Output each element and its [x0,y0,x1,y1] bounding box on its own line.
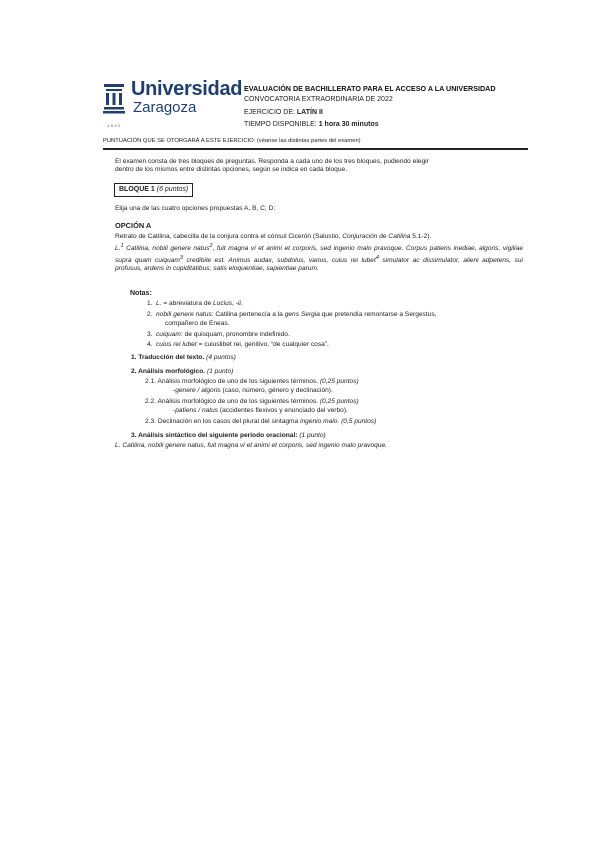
question-3 [131,432,326,440]
subquestion-2-2 [145,398,359,406]
question-1-points: (4 puntos) [206,354,236,361]
subquestion-term: ingenio malo. [300,418,340,425]
note-term: gens Sergia [284,311,320,318]
subquestion-detail: (accidentes flexivos y enunciado del verbo). [218,407,348,414]
note-ref-3: 3 [179,254,183,261]
note-number: 4. [147,341,153,348]
subquestion-2-2-terms [173,407,348,415]
subquestion-points: (0,25 puntos) [319,398,359,405]
intro-text [115,158,523,175]
retrato-text-a: Retrato de Catilina, cabecilla de la conjura contra el cónsul Cicerón (Salustio, [115,233,343,240]
latin-part-2: Catilina, nobili genere natus [123,245,210,253]
note-ref-1: 1 [120,243,124,249]
subquestion-points: (0,5 puntos) [339,418,377,425]
question-1 [131,354,236,362]
elija-instruction: Elija una de las cuatro opciones propuestas A, B, C, D: [115,205,276,212]
ejercicio [244,108,323,117]
subquestion-points: (0,25 puntos) [319,378,359,385]
subquestion-detail: (caso, número, género y declinación). [220,387,333,394]
subquestion-2-1 [145,378,359,386]
subquestion-text: 2.3. Declinación en los casos del plural del sintagma [145,418,301,425]
note-term: cuius rei lubet [156,341,197,348]
question-2-points: (1 punto) [206,368,234,375]
note-term: Lucius, -ii. [213,300,243,307]
note-text: : Catilina pertenecía a la [211,311,285,318]
intro-line-2: dentro de los mismos entre distintas opciones, según se indica en cada bloque. [115,166,348,174]
tiempo-value: 1 hora 30 minutos [318,121,379,128]
question-2 [131,368,233,376]
note-text: que pretendía remontarse a Sergestus, [319,311,437,318]
note-number: 3. [147,331,153,338]
intro-line-1: El examen consta de tres bloques de preguntas. Responda a cada uno de los tres bloques, pudiendo elegir [115,158,429,165]
note-item [156,331,522,339]
note-ref-4: 4 [375,254,379,261]
bloque-points: (6 puntos) [156,186,189,193]
tiempo-label: TIEMPO DISPONIBLE: [244,121,317,128]
subquestion-terms: -patiens / natus [173,407,219,414]
note-item [156,341,522,349]
header-divider [103,148,528,150]
latin-part-1: L. [115,245,121,253]
question-3-points: (1 punto) [299,432,326,439]
subquestion-2-1-terms [173,387,333,395]
latin-passage [115,242,523,274]
subquestion-2-3 [145,418,376,426]
latin-part-3: , fuit magna vi et animi et corporis, sed ingenio malo pravoque. Corpus patiens inediae, algoris, vigiliae supra quam cuiquam [115,245,523,264]
note-ref-2: 2 [209,243,213,249]
note-number: 2. [147,311,153,318]
bloque-label: BLOQUE 1 [119,186,155,193]
subquestion-terms: -genere / algoris [173,387,221,394]
university-name: Universidad [131,78,243,100]
question-2-label: 2. Análisis morfológico. [131,368,206,375]
convocatoria: CONVOCATORIA EXTRAORDINARIA DE 2022 [244,96,393,103]
subquestion-text: 2.2. Análisis morfológico de uno de los siguientes términos. [145,398,320,405]
opcion-heading: OPCIÓN A [115,221,152,230]
logo-year: 1542 [107,123,122,128]
note-term: nobili genere natus [156,311,212,318]
retrato-text-b: 5.1-2). [410,233,432,240]
note-item [156,300,522,308]
note-text: : de quisquam, pronombre indefinido. [180,331,290,338]
note-term: cuiquam [156,331,181,338]
question-1-label: 1. Traducción del texto. [131,354,205,361]
exam-title: EVALUACIÓN DE BACHILLERATO PARA EL ACCESO A LA UNIVERSIDAD [244,84,496,93]
note-continuation: compañero de Eneas. [165,320,230,327]
note-text: = cuiuslibet rei, genitivo, “de cualquier cosa”. [196,341,329,348]
question-3-label: 3. Análisis sintáctico del siguiente periodo oracional: [131,432,298,439]
latin-part-5: simulator ac dissimulator, alieni adpetens, sui profusus, ardens in cupiditatibus; satis eloquentiae, sapientiae parum. [115,256,523,273]
tiempo [244,120,379,129]
university-city: Zaragoza [133,99,197,116]
university-logo-icon [103,84,125,120]
note-text: = abreviatura de [161,300,214,307]
note-number: 1. [147,300,153,307]
retrato-work: Conjuración de Catilina [342,233,411,240]
note-term: L. [156,300,162,307]
bloque-heading [114,183,193,197]
retrato-line [115,233,523,241]
ejercicio-label: EJERCICIO DE: [244,109,295,116]
subquestion-text: 2.1. Análisis morfológico de uno de los siguientes términos. [145,378,320,385]
puntuacion-line: PUNTUACIÓN QUE SE OTORGARÁ A ESTE EJERCICIO: (véanse las distintas partes del examen) [103,138,361,144]
notas-heading: Notas: [130,290,152,297]
ejercicio-value: LATÍN II [296,109,323,116]
note-item [156,311,522,319]
question-3-sentence: L. Catilina, nobili genere natus, fuit magna vi et animi et corporis, sed ingenio malo pravoque. [115,442,387,449]
latin-part-4: credibile est. Animus audax, subdolus, varius, cuius rei lubet [182,256,376,264]
